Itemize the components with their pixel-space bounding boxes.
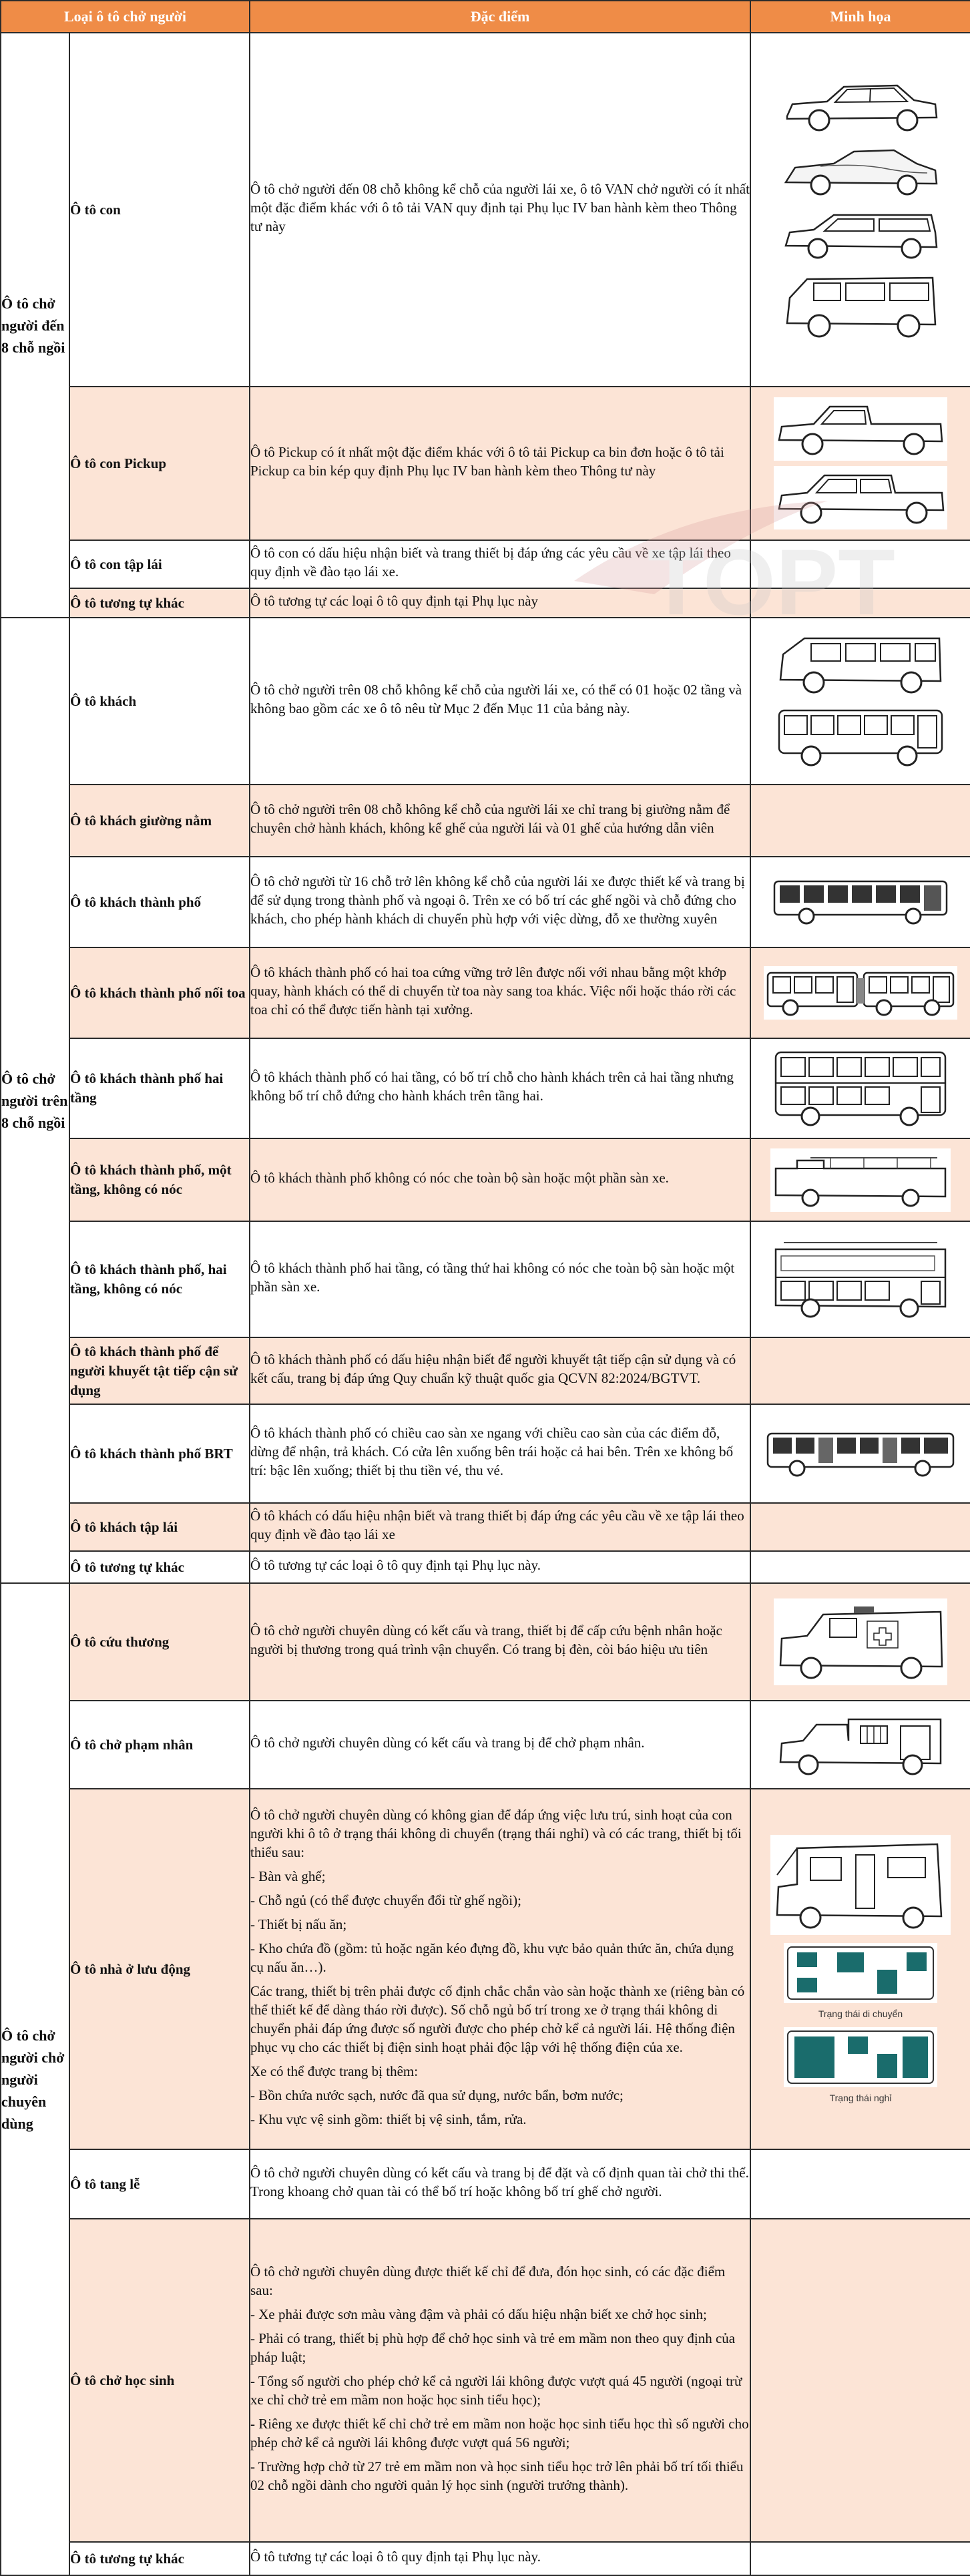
- illustration-cell: [750, 387, 970, 540]
- illustration-cell: [750, 588, 970, 618]
- table-row: [1, 1789, 970, 2149]
- table-row: [1, 1337, 970, 1404]
- illustration-cell: [750, 618, 970, 785]
- row-description: Ô tô khách thành phố không có nóc che toàn bộ sàn hoặc một phần sàn xe.: [250, 1138, 750, 1221]
- row-description: Ô tô chở người chuyên dùng được thiết kế chỉ để đưa, đón học sinh, có các đặc điểm sau: - Xe phải được sơn màu vàng đậm và phải có dấu hiệu nhận biết xe chở học sinh; - Phải có trang, thiết bị phù hợp để chở học sinh và trẻ em mầm non theo quy định của pháp luật; - Tổng số người cho phép chở kể cả người lái không được vượt quá 45 người (ngoại trừ xe chỉ chở trẻ em mầm non hoặc học sinh tiểu học); - Riêng xe được thiết kế chỉ chở trẻ em mầm non hoặc học sinh tiểu học thì số người cho phép chở kể cả người lái không được vượt quá 56 người; - Trường hợp chở từ 27 trẻ em mầm non và học sinh tiểu học trở lên phải bố trí tối thiểu 02 chỗ ngồi dành cho người quản lý học sinh (người trưởng thành).: [250, 2219, 750, 2542]
- covered-car-icon: [780, 144, 941, 200]
- illustration-cell: [750, 1701, 970, 1789]
- row-name: Ô tô khách thành phố: [69, 857, 250, 947]
- caption-driving-state: Trạng thái di chuyển: [818, 2008, 903, 2019]
- table-row: [1, 588, 970, 618]
- pickup-truck-icon: [774, 397, 947, 461]
- illustration-cell: [750, 947, 970, 1038]
- floorplan-driving-icon: [784, 1943, 937, 2003]
- row-name: Ô tô khách giường nằm: [69, 785, 250, 857]
- table-row: [1, 1503, 970, 1551]
- row-name: Ô tô con: [69, 33, 250, 387]
- row-name: Ô tô khách thành phố, một tầng, không có nóc: [69, 1138, 250, 1221]
- row-name: Ô tô tương tự khác: [69, 1551, 250, 1583]
- row-description: Ô tô chở người chuyên dùng có kết cấu và trang, thiết bị để cấp cứu bệnh nhân hoặc người bị thương trong quá trình vận chuyển. Có trang bị đèn, còi báo hiệu ưu tiên: [250, 1583, 750, 1701]
- table-row: [1, 2219, 970, 2542]
- header-characteristics: Đặc điểm: [250, 1, 750, 33]
- illustration-cell: [750, 1789, 970, 2149]
- row-name: Ô tô khách thành phố, hai tầng, không có nóc: [69, 1221, 250, 1337]
- row-description: Ô tô khách thành phố hai tầng, có tầng thứ hai không có nóc che toàn bộ sàn hoặc một phần sàn xe.: [250, 1221, 750, 1337]
- open-top-double-decker-icon: [770, 1236, 951, 1323]
- minibus-icon: [774, 632, 947, 698]
- table-row: [1, 1221, 970, 1337]
- row-name: Ô tô con tập lái: [69, 540, 250, 588]
- row-description: Ô tô tương tự các loại ô tô quy định tại Phụ lục này.: [250, 1551, 750, 1583]
- row-description: Ô tô chở người đến 08 chỗ không kể chỗ của người lái xe, ô tô VAN chở người có ít nhất một đặc điểm khác với ô tô tải VAN quy định tại Phụ lục IV ban hành kèm theo Thông tư này: [250, 33, 750, 387]
- row-name: Ô tô chở phạm nhân: [69, 1701, 250, 1789]
- header-vehicle-type: Loại ô tô chở người: [1, 1, 250, 33]
- ambulance-icon: [774, 1598, 947, 1685]
- table-row: [1, 33, 970, 387]
- table-row: [1, 2149, 970, 2219]
- group-label-special-purpose: Ô tô chở người chở người chuyên dùng: [1, 1583, 69, 2575]
- table-row: [1, 1583, 970, 1701]
- table-row: [1, 1404, 970, 1503]
- illustration-cell: [750, 1138, 970, 1221]
- row-description: Ô tô khách thành phố có dấu hiệu nhận biết để người khuyết tật tiếp cận sử dụng và có kết cấu, trang bị đáp ứng Quy chuẩn kỹ thuật quốc gia QCVN 82:2024/BGTVT.: [250, 1337, 750, 1404]
- header-illustration: Minh họa: [750, 1, 970, 33]
- row-description: Ô tô khách thành phố có chiều cao sàn xe ngang với chiều cao sàn của các điểm đỗ, dừng để nhận, trả khách. Có cửa lên xuống bên trái hoặc cả hai bên. Trên xe không bố trí: bậc lên xuống; thiết bị thu tiền vé, thu vé.: [250, 1404, 750, 1503]
- coach-bus-icon: [774, 704, 947, 771]
- row-description: Ô tô chở người chuyên dùng có không gian để đáp ứng việc lưu trú, sinh hoạt của con người khi ô tô ở trạng thái không di chuyển (trạng thái nghỉ) và có các trang, thiết bị tối thiểu sau: - Bàn và ghế; - Chỗ ngủ (có thể được chuyển đổi từ ghế ngồi); - Thiết bị nấu ăn; - Kho chứa đồ (gồm: tủ hoặc ngăn kéo đựng đồ, khu vực bảo quản thức ăn, chứa dụng cụ nấu ăn…). Các trang, thiết bị trên phải được cố định chắc chắn vào sàn hoặc thành xe (riêng bàn có thể thiết kế để dàng tháo rời được). Số chỗ ngủ bố trí trong xe ở trạng thái không di chuyển phải đáp ứng được số người được cho phép chở kể cả người lái. Hệ thống điện phục vụ cho các thiết bị điện sinh hoạt phải độc lập với hệ thống điện của xe. Xe có thể được trang bị thêm: - Bồn chứa nước sạch, nước đã qua sử dụng, nước bẩn, bơm nước; - Khu vực vệ sinh gồm: thiết bị vệ sinh, tắm, rửa.: [250, 1789, 750, 2149]
- articulated-bus-icon: [764, 966, 957, 1020]
- row-description: Ô tô tương tự các loại ô tô quy định tại Phụ lục này.: [250, 2542, 750, 2575]
- row-name: Ô tô cứu thương: [69, 1583, 250, 1701]
- illustration-cell: [750, 857, 970, 947]
- row-description: Ô tô Pickup có ít nhất một đặc điểm khác với ô tô tải Pickup ca bin đơn hoặc ô tô tải Pickup ca bin kép quy định Phụ lục IV ban hành kèm theo Thông tư này: [250, 387, 750, 540]
- table-row: [1, 387, 970, 540]
- table-row: [1, 1701, 970, 1789]
- row-name: Ô tô con Pickup: [69, 387, 250, 540]
- illustration-cell: [750, 785, 970, 857]
- row-description: Ô tô chở người trên 08 chỗ không kể chỗ của người lái xe, có thể có 01 hoặc 02 tầng và không bao gồm các xe ô tô nêu từ Mục 2 đến Mục 11 của bảng này.: [250, 618, 750, 785]
- group-label-over-8: Ô tô chở người trên 8 chỗ ngồi: [1, 618, 69, 1583]
- table-row: [1, 785, 970, 857]
- row-description: Ô tô con có dấu hiệu nhận biết và trang thiết bị đáp ứng các yêu cầu về xe tập lái theo quy định về đào tạo lái xe.: [250, 540, 750, 588]
- illustration-cell: [750, 1404, 970, 1503]
- row-name: Ô tô tang lễ: [69, 2149, 250, 2219]
- station-wagon-icon: [780, 206, 941, 266]
- illustration-cell: [750, 540, 970, 588]
- caption-resting-state: Trạng thái nghỉ: [829, 2093, 892, 2103]
- illustration-cell: [750, 1337, 970, 1404]
- illustration-cell: [750, 2542, 970, 2575]
- prisoner-transport-icon: [774, 1710, 947, 1780]
- table-row: [1, 540, 970, 588]
- row-name: Ô tô tương tự khác: [69, 588, 250, 618]
- row-description: Ô tô chở người chuyên dùng có kết cấu và trang bị để đặt và cố định quan tài chở thi thể. Trong khoang chở quan tài có thể bố trí hoặc không bố trí ghế chở người.: [250, 2149, 750, 2219]
- table-header-row: [1, 1, 970, 33]
- row-name: Ô tô khách thành phố nối toa: [69, 947, 250, 1038]
- illustration-cell: [750, 1503, 970, 1551]
- row-description: Ô tô khách có dấu hiệu nhận biết và trang thiết bị đáp ứng các yêu cầu về xe tập lái theo quy định về đào tạo lái xe: [250, 1503, 750, 1551]
- illustration-cell: [750, 2219, 970, 2542]
- double-cab-pickup-icon: [774, 466, 947, 529]
- row-name: Ô tô khách thành phố hai tầng: [69, 1038, 250, 1138]
- table-row: [1, 1138, 970, 1221]
- table-row: [1, 618, 970, 785]
- brt-bus-icon: [764, 1427, 957, 1480]
- row-description: Ô tô chở người chuyên dùng có kết cấu và trang bị để chở phạm nhân.: [250, 1701, 750, 1789]
- illustration-cell: [750, 33, 970, 387]
- illustration-cell: [750, 1038, 970, 1138]
- row-name: Ô tô tương tự khác: [69, 2542, 250, 2575]
- open-top-bus-icon: [770, 1148, 951, 1212]
- illustration-cell: [750, 1551, 970, 1583]
- table-row: [1, 1551, 970, 1583]
- double-decker-bus-icon: [770, 1048, 951, 1128]
- svg-text:TOPT: TOPT: [648, 529, 895, 634]
- row-description: Ô tô tương tự các loại ô tô quy định tại Phụ lục này: [250, 588, 750, 618]
- row-name: Ô tô nhà ở lưu động: [69, 1789, 250, 2149]
- row-name: Ô tô chở học sinh: [69, 2219, 250, 2542]
- table-row: [1, 857, 970, 947]
- floorplan-resting-icon: [784, 2027, 937, 2087]
- table-row: [1, 947, 970, 1038]
- row-description: Ô tô chở người từ 16 chỗ trở lên không kể chỗ của người lái xe được thiết kế và trang bị để sử dụng trong thành phố và ngoại ô. Trên xe có bố trí các ghế ngồi và chỗ đứng cho khách, cho phép hành khách di chuyển phù hợp với việc dừng, đỗ xe thường xuyên: [250, 857, 750, 947]
- motorhome-icon: [770, 1835, 951, 1935]
- row-description: Ô tô khách thành phố có hai tầng, có bố trí chỗ cho hành khách trên cả hai tầng nhưng không bố trí chỗ đứng cho hành khách trên tầng hai.: [250, 1038, 750, 1138]
- illustration-cell: [750, 1221, 970, 1337]
- row-name: Ô tô khách tập lái: [69, 1503, 250, 1551]
- row-name: Ô tô khách: [69, 618, 250, 785]
- row-description: Ô tô chở người trên 08 chỗ không kể chỗ của người lái xe chỉ trang bị giường nằm để chuyên chở hành khách, không kể ghế của người lái và 01 ghế của hướng dẫn viên: [250, 785, 750, 857]
- row-name: Ô tô khách thành phố để người khuyết tật tiếp cận sử dụng: [69, 1337, 250, 1404]
- group-label-up-to-8: Ô tô chở người đến 8 chỗ ngồi: [1, 33, 69, 618]
- city-bus-icon: [770, 876, 951, 928]
- illustration-cell: [750, 1583, 970, 1701]
- row-name: Ô tô khách thành phố BRT: [69, 1404, 250, 1503]
- table-row: [1, 2542, 970, 2575]
- row-description: Ô tô khách thành phố có hai toa cứng vững trở lên được nối với nhau bằng một khớp quay, hành khách có thể di chuyển từ toa này sang toa khác. Việc nối hoặc tháo rời các toa chỉ có thể được tiến hành tại xưởng.: [250, 947, 750, 1038]
- illustration-cell: [750, 2149, 970, 2219]
- sedan-icon: [780, 75, 941, 138]
- van-icon: [780, 271, 941, 345]
- table-row: [1, 1038, 970, 1138]
